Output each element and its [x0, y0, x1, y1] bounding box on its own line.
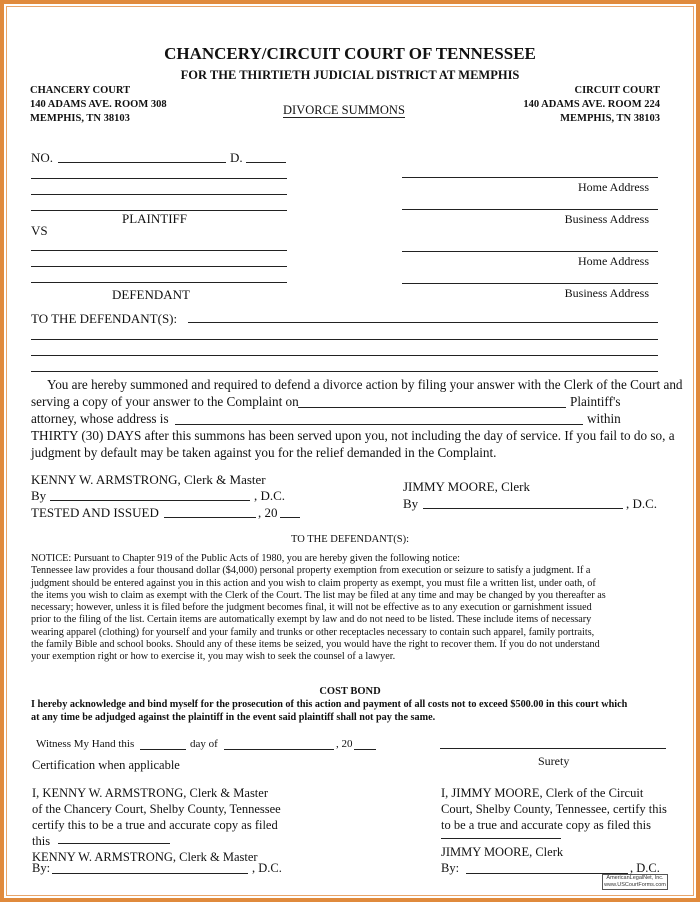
court-title: CHANCERY/CIRCUIT COURT OF TENNESSEE [164, 44, 536, 63]
plaintiff-attorney-field[interactable] [298, 407, 566, 408]
summons-line-3a: attorney, whose address is [31, 411, 169, 426]
chancery-court-address [30, 84, 167, 126]
witness-month-field[interactable] [224, 749, 334, 750]
summons-line-3b: within [587, 411, 621, 426]
defendants-field-1[interactable] [188, 322, 658, 323]
surety-label: Surety [538, 754, 570, 768]
witness-day-field[interactable] [140, 749, 186, 750]
summons-line-1: You are hereby summoned and required to defend a divorce action by filing your answer with the Clerk of the Court and [47, 377, 683, 392]
certify-right-date-field[interactable] [441, 838, 561, 839]
to-defendants-label: TO THE DEFENDANT(S): [31, 311, 178, 326]
certification-label: Certification when applicable [32, 758, 180, 772]
notice-line: NOTICE: Pursuant to Chapter 919 of the Public Acts of 1980, you are hereby given the following notice: [31, 553, 460, 564]
defendant-line-2[interactable] [31, 266, 287, 267]
business-address-label-2: Business Address [564, 286, 649, 300]
summons-line-2b: Plaintiff's [570, 394, 621, 409]
certify-left-line: this [32, 834, 51, 848]
notice-line: the family Bible and school books. Should any of these items be seized, you would have the right to recover them. If you do not understand [31, 639, 600, 651]
witness-text-b: day of [190, 738, 218, 750]
no-label: NO. [31, 150, 54, 165]
plaintiff-line-1[interactable] [31, 178, 287, 179]
plaintiff-line-2[interactable] [31, 194, 287, 195]
certify-left-date-field[interactable] [58, 843, 170, 844]
chancery-line: 140 ADAMS AVE. ROOM 308 [30, 99, 167, 110]
defendant-line-3[interactable] [31, 282, 287, 283]
witness-text-c: , 20 [336, 738, 353, 750]
defendants-field-2[interactable] [31, 339, 658, 340]
court-subtitle: FOR THE THIRTIETH JUDICIAL DISTRICT AT MEMPHIS [180, 68, 520, 82]
notice-body [31, 553, 671, 664]
logo-line-1: AmericanLegalNet, Inc. [606, 875, 664, 881]
certify-left-dc: , D.C. [252, 861, 282, 875]
chancery-line: CHANCERY COURT [30, 85, 131, 96]
defendant-line-1[interactable] [31, 250, 287, 251]
notice-line: your exemption right or how to exercise it, you may wish to seek the counsel of a lawyer. [31, 651, 396, 663]
tested-date-field[interactable] [164, 517, 256, 518]
defendants-field-4[interactable] [31, 371, 658, 372]
chancery-line: MEMPHIS, TN 38103 [30, 113, 130, 124]
home-address-label-2: Home Address [578, 254, 649, 268]
notice-line: prior to the filing of the list. Certain items are automatically exempt by law and do not need to be listed. These include items of necessary [31, 614, 592, 626]
by-label-right: By [403, 496, 419, 511]
surety-signature-field[interactable] [440, 748, 666, 749]
certify-right-by: By: [441, 861, 460, 875]
attorney-address-field[interactable] [175, 424, 583, 425]
dc-label-left: , D.C. [254, 488, 286, 503]
circuit-clerk-name: JIMMY MOORE, Clerk [403, 479, 530, 494]
certify-right-line: to be a true and accurate copy as filed this [441, 818, 651, 832]
defendants-field-3[interactable] [31, 355, 658, 356]
home-address-label-1: Home Address [578, 180, 649, 194]
chancery-deputy-signature[interactable] [50, 500, 250, 501]
certify-right-block [441, 785, 667, 833]
certify-left-block [32, 785, 281, 865]
vs-label: VS [31, 223, 48, 238]
circuit-line: MEMPHIS, TN 38103 [560, 113, 660, 124]
chancery-clerk-name: KENNY W. ARMSTRONG, Clerk & Master [31, 472, 266, 487]
notice-line: judgment should be entered against you in this action and you wish to claim property as exempt, you must file a written list, under oath, of [31, 577, 596, 589]
notice-line: wearing apparel (clothing) for yourself and your family and trunks or other receptacles necessary to contain such apparel, family portraits, [31, 626, 595, 638]
tested-year-field[interactable] [280, 517, 300, 518]
certify-right-dc: , D.C. [630, 861, 660, 875]
notice-line: the items you wish to claim as exempt with the Clerk of the Court. The list may be filed at any time and may be changed by you thereafter as [31, 589, 606, 601]
tested-issued-label: TESTED AND ISSUED [31, 505, 159, 520]
d-number-field[interactable] [246, 162, 286, 163]
defendant-home-address-field[interactable] [402, 251, 658, 252]
certify-right-name: JIMMY MOORE, Clerk [441, 845, 564, 859]
certify-right-line: I, JIMMY MOORE, Clerk of the Circuit [441, 786, 644, 800]
notice-line: Tennessee law provides a four thousand dollar ($4,000) personal property exemption from execution or seizure to satisfy a judgment. If a [31, 565, 591, 577]
by-label-left: By [31, 488, 47, 503]
d-label: D. [230, 150, 243, 165]
circuit-line: CIRCUIT COURT [574, 85, 660, 96]
notice-line: necessary; however, unless it is filed before the judgment becomes final, it will not be effective as to any execution or garnishment issued [31, 602, 592, 614]
summons-line-5: judgment by default may be taken against you for the relief demanded in the Complaint. [31, 445, 497, 460]
cost-bond-line-2: at any time be adjudged against the plaintiff in the event said plaintiff shall not pay the same. [31, 712, 436, 723]
circuit-deputy-signature[interactable] [423, 508, 623, 509]
certify-left-line: I, KENNY W. ARMSTRONG, Clerk & Master [32, 786, 268, 800]
business-address-label-1: Business Address [564, 212, 649, 226]
dc-label-right: , D.C. [626, 496, 658, 511]
certify-left-signature[interactable] [52, 873, 248, 874]
plaintiff-business-address-field[interactable] [402, 209, 658, 210]
uscourtforms-logo [602, 874, 668, 890]
summons-line-4: THIRTY (30) DAYS after this summons has been served upon you, not including the day of service. If you fail to do so, a [31, 428, 675, 443]
circuit-court-address [523, 84, 660, 126]
witness-text-a: Witness My Hand this [36, 738, 135, 750]
cost-bond-heading: COST BOND [319, 686, 381, 697]
certify-left-by: By: [32, 861, 51, 875]
logo-line-2: www.USCourtForms.com [604, 882, 666, 888]
plaintiff-label: PLAINTIFF [122, 211, 188, 226]
certify-left-line: of the Chancery Court, Shelby County, Tennessee [32, 802, 281, 816]
case-number-field[interactable] [58, 162, 226, 163]
notice-heading: TO THE DEFENDANT(S): [290, 534, 410, 545]
circuit-line: 140 ADAMS AVE. ROOM 224 [523, 99, 660, 110]
defendant-label: DEFENDANT [112, 287, 190, 302]
certify-left-name: KENNY W. ARMSTRONG, Clerk & Master [32, 850, 258, 864]
form-title: DIVORCE SUMMONS [283, 103, 405, 117]
plaintiff-home-address-field[interactable] [402, 177, 658, 178]
cost-bond-line-1: I hereby acknowledge and bind myself for the prosecution of this action and payment of all costs not to exceed $500.00 in this court which [31, 699, 628, 710]
summons-line-2a: serving a copy of your answer to the Complaint on [31, 394, 299, 409]
certify-right-line: Court, Shelby County, Tennessee, certify this [441, 802, 667, 816]
year-prefix: , 20 [258, 505, 278, 520]
witness-year-field[interactable] [354, 749, 376, 750]
defendant-business-address-field[interactable] [402, 283, 658, 284]
certify-left-line: certify this to be a true and accurate copy as filed [32, 818, 278, 832]
